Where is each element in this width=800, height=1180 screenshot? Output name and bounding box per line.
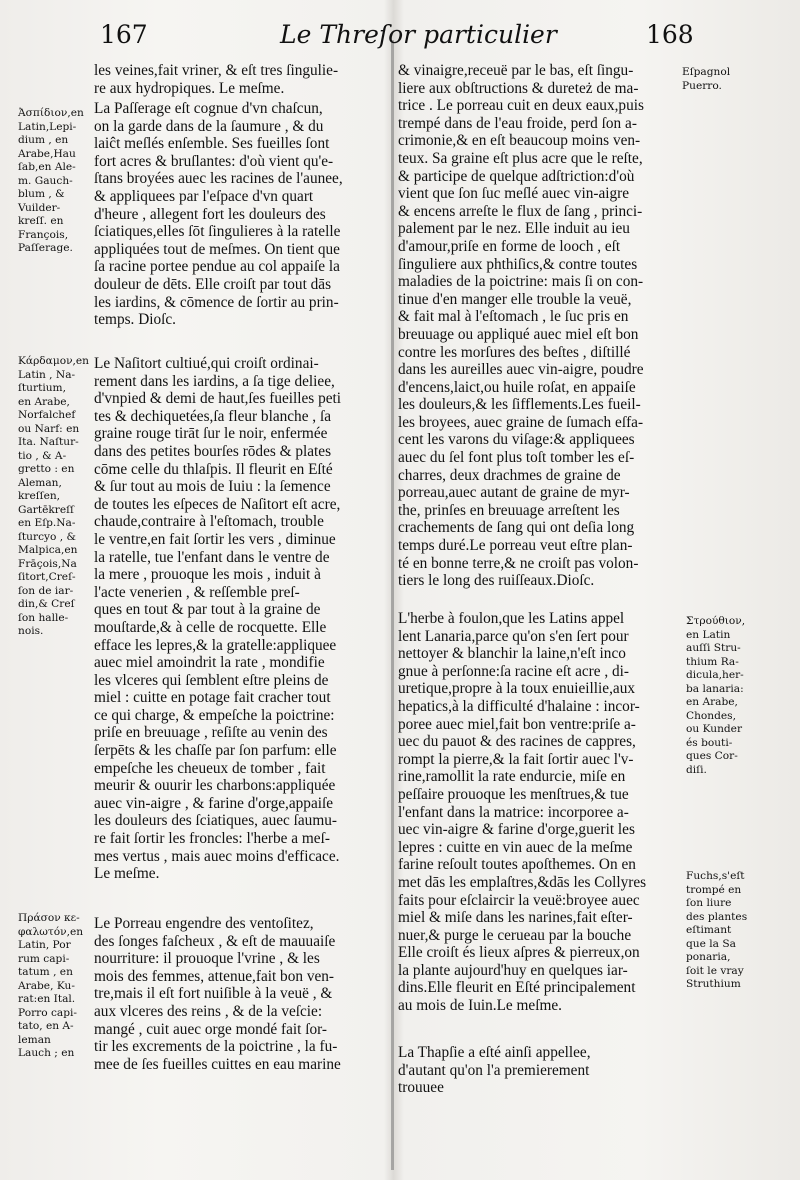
text-line: trouuee (398, 1079, 444, 1097)
text-line: Elle croiſt és lieux aſpres & pierreux,on (398, 944, 640, 962)
text-line: Arabe, Ku- (18, 979, 75, 992)
text-line: les broyees, auec graine de ſumach eſfa- (398, 413, 644, 431)
text-line: poree auec miel,fait bon ventre:priſe a- (398, 715, 636, 733)
text-line: porreau,auec autant de graine de myr- (398, 484, 630, 502)
text-line: d'amour,priſe en forme de looch , eſt (398, 237, 621, 255)
text-line: d'vnpied & demi de haut,ſes fueilles peti (94, 390, 342, 408)
text-line: rum capi- (18, 952, 70, 965)
text-line: peſſaire prouoque les menſtrues,& tue (398, 785, 629, 803)
text-line: empeſche les cheueux de tomber , fait (94, 759, 326, 777)
text-line: gretto : en (18, 463, 75, 475)
nasitort-text (94, 355, 390, 883)
text-line: & participe de quelque adſtriction:d'où (398, 167, 635, 185)
text-line: trice . Le porreau cuit en deux eaux,puis (398, 97, 644, 115)
text-line: trompé en (686, 883, 742, 896)
running-title: Le Threſor particulier (280, 20, 557, 49)
text-line: de toutes les eſpeces de Naſitort eſt acre, (94, 495, 341, 513)
text-line: ques Cor- (686, 750, 738, 762)
porreau-text (94, 915, 390, 1073)
text-line: François, (18, 228, 69, 241)
text-line: re fait ſortir les froncles: l'herbe a meſ- (94, 830, 330, 848)
text-line: La Paſſerage eſt cognue d'vn chaſcun, (94, 100, 323, 117)
text-line: trempé dans de l'eau froide, perd ſon a- (398, 114, 637, 132)
text-line: ſciatiques,elles ſōt ſingulieres à la ratelle (94, 223, 341, 241)
text-line: Struthium (686, 978, 741, 990)
text-line: & vinaigre,receuë par le bas, eſt ſingu- (398, 62, 634, 79)
text-line: farine reſoult toutes apoſthemes. On en (398, 856, 636, 874)
text-line: thium Ra- (686, 655, 739, 668)
text-line: nettoyer & blanchir la laine,n'eſt inco (398, 645, 626, 663)
text-line: les douleurs,& les ſifflements.Les fueil- (398, 396, 641, 414)
text-line: en Latin (686, 628, 731, 641)
text-line: ce qui charge, & empeſche la poictrine: (94, 706, 335, 724)
text-line: en Arabe, (18, 395, 70, 408)
text-line: Arabe,Hau (18, 147, 76, 160)
thapsie-text (398, 1044, 678, 1097)
text-line: teux. Sa graine eſt plus acre que le reſte, (398, 149, 643, 167)
text-line: rat:en Ital. (18, 993, 76, 1005)
text-line: Πράσον κε- (18, 912, 80, 924)
text-line: Eſpagnol (682, 66, 731, 78)
text-line: d'encens,laict,ou huile roſat, en appaiſe (398, 378, 636, 396)
text-line: meurir & ouurir les charbons:appliquée (94, 777, 336, 795)
text-line: dans les aureilles auec vin-aigre, poudre (398, 361, 644, 379)
text-line: diſi. (686, 763, 707, 776)
text-line: dans des petites bourſes rōdes & plates (94, 442, 332, 460)
text-line: nourriture: il prouoque l'vrine , & les (94, 950, 320, 968)
text-line: kreſſ. en (18, 215, 64, 227)
text-line: & fait mal à l'eſtomach , le ſuc pris en (398, 308, 629, 326)
text-line: vient que ſon ſuc meſlé auec vin-aigre (398, 185, 630, 203)
text-line: des plantes (686, 910, 748, 923)
text-line: le ventre,en fait ſortir les vers , diminue (94, 530, 336, 548)
text-line: auec vin-aigre , & farine d'orge,appaiſe (94, 794, 334, 812)
text-line: nois. (18, 625, 44, 637)
text-line: charres, deux drachmes de graine de (398, 466, 621, 484)
text-line: nuer,& purge le cerueau par la bouche (398, 926, 632, 944)
text-line: fort acres & bruſlantes: d'où vient qu'e- (94, 152, 334, 170)
text-line: ou Kunder (686, 723, 743, 735)
text-line: Gartēkreſſ (18, 503, 74, 516)
text-line: lent Lanaria,parce qu'on s'en ſert pour (398, 627, 629, 645)
text-line: palement par le nez. Elle induit au ieu (398, 220, 630, 238)
text-line: appliquées tout de meſmes. On tient que (94, 240, 340, 258)
text-line: au mois de Iuin.Le meſme. (398, 997, 562, 1015)
page-gutter (391, 40, 394, 1170)
text-line: rompt la pierre,& la fait ſortir auec l'v- (398, 750, 634, 768)
text-line: breuuage ou appliqué auec miel eſt bon (398, 325, 639, 343)
text-line: té en bonne terre,& ne croiſt pas volon- (398, 554, 639, 572)
text-line: mes vertus , mais auec moins d'efficace. (94, 847, 340, 865)
text-line: d'autant qu'on l'a premierement (398, 1061, 590, 1079)
text-line: mois des femmes, attenue,fait bon ven- (94, 967, 335, 985)
text-line: the, prinſes en breuuage arreſtent les (398, 501, 620, 519)
page-number-right: 168 (646, 20, 694, 49)
text-line: laiĉt meſlés enſemble. Ses fueilles ſont (94, 135, 330, 153)
text-line: Κάρδαμον,en (18, 355, 89, 367)
text-line: miel & miſe dans les narines,fait eſter- (398, 909, 633, 927)
text-line: Le meſme. (94, 865, 160, 883)
text-line: temps duré.Le porreau veut eſtre plan- (398, 537, 633, 555)
text-line: priſe en breuuage , reſiſte au venin des (94, 724, 328, 742)
text-line: en Eſp.Na- (18, 517, 76, 529)
text-line: la ratelle, tue l'enfant dans le ventre de (94, 548, 330, 566)
text-line: ſon liure (686, 897, 732, 909)
text-line: liere aux obſtructions & dureteż de ma- (398, 79, 639, 97)
text-line: Latin, Por (18, 939, 71, 951)
text-line: maladies de la poictrine: mais ſi on con- (398, 273, 644, 291)
text-line: Norfalchef (18, 409, 76, 421)
text-line: temps. Dioſc. (94, 311, 176, 329)
text-line: les veines,fait vriner, & eſt tres ſingulie- (94, 62, 339, 79)
margin-note-porreau (18, 912, 98, 1061)
text-line: eſtimant (686, 924, 732, 936)
lanaria-text (398, 610, 680, 1015)
text-line: Puerro. (682, 79, 722, 92)
text-line: les vlceres qui ſemblent eſtre pleins de (94, 671, 329, 689)
text-line: uec vin-aigre & farine d'orge,guerit les (398, 821, 635, 839)
margin-note-lanaria (686, 615, 786, 777)
text-line: uec du pauot & des racines de cappres, (398, 733, 636, 751)
text-line: chaude,contraire à l'eſtomach, trouble (94, 513, 324, 531)
text-line: ſa racine portee pendue au col appaiſe la (94, 258, 340, 276)
text-line: rine,ramollit la rate endurcie, miſe en (398, 768, 626, 786)
text-line: ſab,en Ale- (18, 161, 76, 173)
text-line: douleur de dēts. Elle croiſt par tout dās (94, 275, 332, 293)
text-line: graine rouge tirāt ſur le noir, enfermée (94, 425, 328, 443)
text-line: Porro capi- (18, 1006, 77, 1019)
text-line: ponaria, (686, 951, 731, 963)
text-line: gnue à perſonne:ſa racine eſt acre , di- (398, 662, 630, 680)
text-line: La Thapſie a eſté ainſi appellee, (398, 1044, 591, 1061)
text-line: ou Narf: en (18, 422, 80, 435)
text-line: Ita. Naſtur- (18, 436, 79, 448)
text-line: és bouti- (686, 736, 733, 749)
text-line: tre,mais il eſt fort nuiſible à la veuë , & (94, 985, 333, 1003)
text-line: L'herbe à foulon,que les Latins appel (398, 610, 625, 627)
text-line: met dās les emplaſtres,&dās les Collyres (398, 873, 647, 891)
text-line: les iardins, & cōmence de ſortir au prin- (94, 293, 339, 311)
text-line: contre les morſures des beſtes , diſtillé (398, 343, 631, 361)
page-number-left: 167 (100, 20, 148, 49)
margin-note-passerage (18, 107, 96, 256)
text-line: l'acte venerien , & reſſemble preſ- (94, 583, 300, 601)
text-line: hepatics,à la difficulté d'halaine : incor- (398, 697, 640, 715)
text-line: re aux hydropiques. Le meſme. (94, 79, 285, 97)
text-line: Aleman, (18, 476, 62, 489)
porreau-continued-text (398, 62, 678, 590)
text-line: faits pour eſclaircir la veuë:broyee auec (398, 891, 640, 909)
text-line: ſon de iar- (18, 584, 74, 597)
text-line: on la garde dans de la ſaumure , & du (94, 117, 324, 135)
text-line: uretique,propre à la toux enuieillie,aux (398, 680, 636, 698)
text-line: leman (18, 1033, 51, 1046)
text-line: ba lanaria: (686, 682, 744, 695)
text-line: tinue d'en manger elle trouble la veuë, (398, 290, 632, 308)
margin-note-nasitort (18, 355, 98, 639)
text-line: Στρούθιον, (686, 615, 746, 627)
text-line: lepres : cuitte en vin auec de la meſme (398, 838, 633, 856)
text-line: crimonie,& en eſt beaucoup moins ven- (398, 132, 641, 150)
text-line: dins.Elle fleurit en Eſté principalement (398, 979, 636, 997)
text-line: ſerpēts & les chaſſe par ſon parfum: elle (94, 742, 337, 760)
text-line: Latin,Lepi- (18, 120, 77, 133)
text-line: crachements de ſang qui ont deſia long (398, 519, 635, 537)
text-line: din,& Creſ (18, 598, 75, 610)
text-line: Paſſerage. (18, 242, 73, 254)
text-line: dicula,her- (686, 669, 744, 681)
text-line: mouſtarde,& à celle de rocquette. Elle (94, 618, 327, 636)
text-line: ſon halle- (18, 611, 69, 624)
text-line: auec du ſel font plus toſt tomber les eſ- (398, 449, 635, 467)
text-line: aux vlceres des reins , & de la veſcie: (94, 1002, 323, 1020)
text-line: rement dans les iardins, a ſa tige deliee, (94, 372, 335, 390)
margin-note-fuchs (686, 870, 786, 992)
text-line: tatum , en (18, 966, 73, 978)
text-line: auſſi Stru- (686, 642, 741, 654)
text-line: ſtans broyées auec les racines de l'aunee, (94, 170, 343, 188)
text-line: tato, en A- (18, 1020, 74, 1032)
text-line: la plante aujourd'huy en quelques iar- (398, 961, 628, 979)
text-line: Frāçois,Na (18, 557, 77, 570)
text-line: Vuilder- (18, 201, 61, 214)
text-line: Le Naſitort cultiué,qui croiſt ordinai- (94, 355, 319, 372)
text-line: efface les lepres,& la gratelle:appliquee (94, 636, 337, 654)
text-line: des ſonges faſcheux , & eſt de mauuaiſe (94, 932, 336, 950)
text-line: ſturcyo , & (18, 530, 76, 543)
text-line: & encens arreſte le flux de ſang , princi- (398, 202, 643, 220)
text-line: ſinguliere aux phthiſics,& contre toutes (398, 255, 638, 273)
left-intro-text (94, 62, 390, 97)
text-line: ſoit le vray (686, 964, 744, 977)
text-line: blum , & (18, 188, 65, 200)
text-line: les douleurs des ſciatiques, auec ſaumu- (94, 812, 337, 830)
text-line: mangé , cuit auec orge mondé fait ſor- (94, 1020, 328, 1038)
text-line: m. Gauch- (18, 174, 73, 187)
passerage-text (94, 100, 390, 329)
text-line: Chondes, (686, 709, 736, 722)
text-line: kreſſen, (18, 490, 61, 502)
text-line: d'heure , allegent fort les douleurs des (94, 205, 326, 223)
margin-note-espagnol (682, 66, 762, 93)
text-line: tes & dechiquetées,ſa fleur blanche , ſa (94, 407, 331, 425)
text-line: ſitort,Creſ- (18, 571, 76, 583)
text-line: la mere , prouoque les mois , induit à (94, 566, 321, 584)
text-line: auec miel amoindrit la rate , mondifie (94, 654, 325, 672)
text-line: tir les excrements de la poictrine , la fu- (94, 1038, 338, 1056)
text-line: Fuchs,s'eſt (686, 870, 745, 882)
text-line: cent les varons du viſage:& appliquees (398, 431, 635, 449)
text-line: l'enfant dans la matrice: incorporee a- (398, 803, 629, 821)
text-line: dium , en (18, 134, 69, 146)
text-line: tio , & A- (18, 449, 67, 462)
text-line: & appliquees par l'eſpace d'vn quart (94, 187, 314, 205)
text-line: que la Sa (686, 937, 736, 950)
text-line: mee de ſes fueilles cuittes en eau marine (94, 1055, 341, 1073)
text-line: Le Porreau engendre des ventoſitez, (94, 915, 314, 932)
text-line: cōme celle du thlaſpis. Il fleurit en Eſté (94, 460, 333, 478)
text-line: Ἀσπίδιον,en (18, 107, 84, 119)
text-line: ques en tout & par tout à la graine de (94, 601, 321, 619)
text-line: Latin , Na- (18, 368, 76, 381)
text-line: φαλωτόν,en (18, 925, 84, 938)
text-line: ſturtium, (18, 382, 66, 394)
text-line: Malpica,en (18, 544, 78, 556)
text-line: & ſur tout au mois de Iuiu : la ſemence (94, 478, 331, 496)
text-line: tiers le long des ruiſſeaux.Dioſc. (398, 572, 595, 590)
text-line: en Arabe, (686, 696, 738, 708)
text-line: Lauch ; en (18, 1047, 75, 1059)
text-line: miel : cuitte en potage fait cracher tout (94, 689, 331, 707)
